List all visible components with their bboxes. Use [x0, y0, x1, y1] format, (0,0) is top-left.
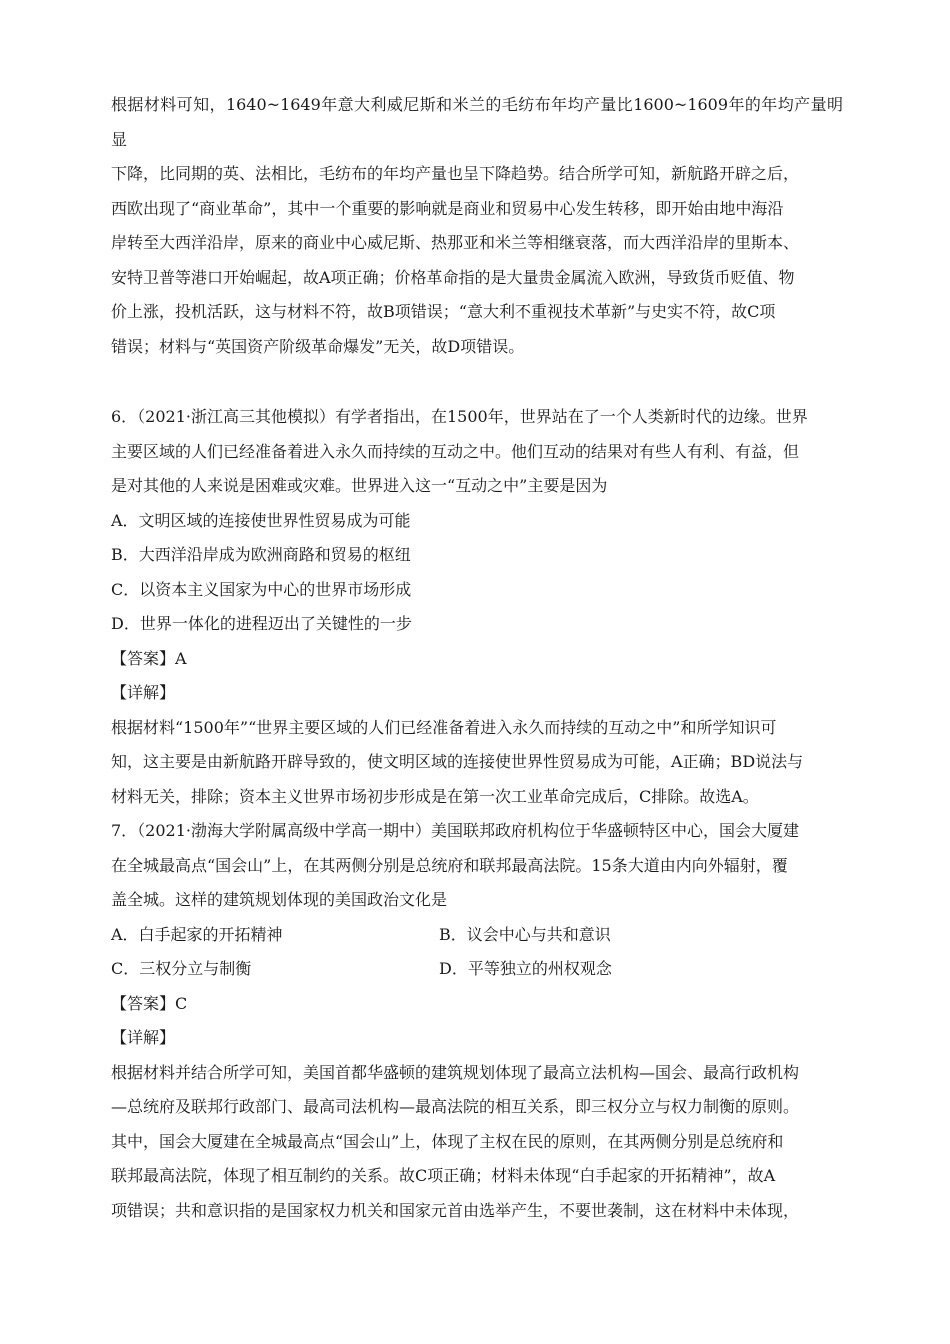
option-b: B．大西洋沿岸成为欧洲商路和贸易的枢纽	[111, 545, 411, 564]
detail-line: 材料无关，排除；资本主义世界市场初步形成是在第一次工业革命完成后，C排除。故选A。	[111, 786, 759, 806]
detail-label: 【详解】	[111, 683, 176, 702]
detail-line: 根据材料“1500年”“世界主要区域的人们已经准备着进入永久而持续的互动之中”和所学知识可	[111, 717, 777, 737]
option-a: A．白手起家的开拓精神	[111, 924, 283, 944]
q5-detail	[111, 88, 843, 364]
question-7	[111, 814, 843, 1228]
detail-line: 项错误；共和意识指的是国家权力机关和国家元首由选举产生，不要世袭制，这在材料中未体现，	[111, 1200, 800, 1220]
detail-line: 根据材料并结合所学可知，美国首都华盛顿的建筑规划体现了最高立法机构—国会、最高行政机构	[111, 1062, 800, 1082]
question-stem-line: 主要区域的人们已经准备着进入永久而持续的互动之中。他们互动的结果对有些人有利、有益，但	[111, 441, 800, 461]
question-stem-line: 盖全城。这样的建筑规划体现的美国政治文化是	[111, 890, 448, 909]
option-d: D．平等独立的州权观念	[439, 959, 612, 978]
text-line: 西欧出现了“商业革命”，其中一个重要的影响就是商业和贸易中心发生转移，即开始由地中海沿	[111, 198, 784, 218]
option-b: B．议会中心与共和意识	[439, 924, 611, 944]
text-line: 错误；材料与“英国资产阶级革命爆发”无关，故D项错误。	[111, 336, 525, 356]
text-line: 根据材料可知，1640~1649年意大利威尼斯和米兰的毛纺布年均产量比1600~1609年的年均产量明显	[111, 95, 843, 149]
detail-line: 知，这主要是由新航路开辟导致的，使文明区域的连接使世界性贸易成为可能，A正确；BD说法与	[111, 752, 804, 771]
options-row	[111, 918, 843, 953]
detail-line: —总统府及联邦行政部门、最高司法机构—最高法院的相互关系，即三权分立与权力制衡的原则。	[111, 1097, 800, 1116]
section-gap	[111, 364, 843, 400]
option-c: C．以资本主义国家为中心的世界市场形成	[111, 579, 412, 599]
option-a: A．文明区域的连接使世界性贸易成为可能	[111, 510, 411, 530]
detail-line: 其中，国会大厦建在全城最高点“国会山”上，体现了主权在民的原则，在其两侧分别是总统府和	[111, 1131, 784, 1151]
question-6	[111, 400, 843, 814]
text-line: 安特卫普等港口开始崛起，故A项正确；价格革命指的是大量贵金属流入欧洲，导致货币贬值、物	[111, 267, 795, 287]
options-row	[111, 952, 843, 987]
question-stem-line: 6．（2021·浙江高三其他模拟）有学者指出，在1500年，世界站在了一个人类新时代的边缘。世界	[111, 407, 808, 426]
question-stem-line: 是对其他的人来说是困难或灾难。世界进入这一“互动之中”主要是因为	[111, 476, 608, 495]
option-d: D．世界一体化的进程迈出了关键性的一步	[111, 614, 412, 633]
text-line: 岸转至大西洋沿岸，原来的商业中心威尼斯、热那亚和米兰等相继衰落，而大西洋沿岸的里斯本、	[111, 233, 800, 252]
text-line: 下降，比同期的英、法相比，毛纺布的年均产量也呈下降趋势。结合所学可知，新航路开辟之后，	[111, 164, 800, 183]
answer-line: 【答案】A	[111, 648, 187, 668]
question-stem-line: 7．（2021·渤海大学附属高级中学高一期中）美国联邦政府机构位于华盛顿特区中心，国会大厦建	[111, 821, 799, 840]
question-stem-line: 在全城最高点“国会山”上，在其两侧分别是总统府和联邦最高法院。15条大道由内向外辐射，覆	[111, 855, 788, 875]
document-page	[111, 88, 843, 1228]
option-c: C．三权分立与制衡	[111, 959, 252, 978]
answer-line: 【答案】C	[111, 993, 188, 1013]
text-line: 价上涨，投机活跃，这与材料不符，故B项错误；“意大利不重视技术革新”与史实不符，故C项	[111, 302, 776, 321]
detail-label: 【详解】	[111, 1028, 176, 1047]
detail-line: 联邦最高法院，体现了相互制约的关系。故C项正确；材料未体现“白手起家的开拓精神”，故A	[111, 1166, 776, 1185]
